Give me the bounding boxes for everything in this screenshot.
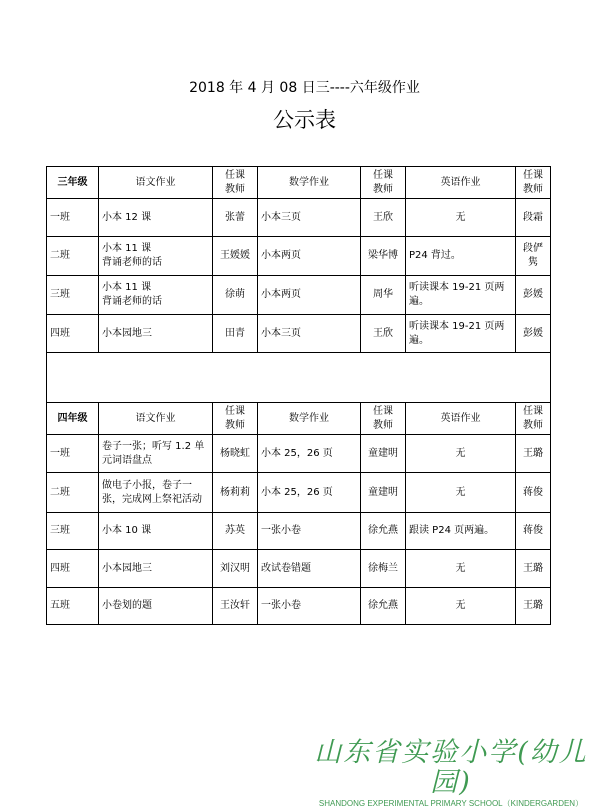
col-chinese: 语文作业 — [99, 167, 213, 199]
english-teacher-cell: 蒋俊 — [516, 513, 551, 550]
col-chinese: 语文作业 — [99, 403, 213, 435]
chinese-teacher-cell: 王汝轩 — [213, 588, 258, 625]
math-homework-cell: 小本三页 — [258, 315, 361, 353]
math-homework-cell: 小本 25，26 页 — [258, 473, 361, 513]
logo-english-text: SHANDONG EXPERIMENTAL PRIMARY SCHOOL（KINDERGARDEN） — [318, 799, 584, 808]
chinese-homework-cell: 小卷划的题 — [99, 588, 213, 625]
table-row — [47, 473, 551, 513]
math-homework-cell: 小本两页 — [258, 276, 361, 315]
english-teacher-cell: 段霜 — [516, 199, 551, 237]
english-homework-cell: 无 — [406, 435, 516, 473]
grade3-label: 三年级 — [47, 167, 99, 199]
chinese-homework-cell: 小本园地三 — [99, 315, 213, 353]
english-teacher-cell: 彭媛 — [516, 315, 551, 353]
logo-chinese-text: 山东省实验小学(幼儿园) — [314, 737, 588, 798]
chinese-teacher-cell: 杨莉莉 — [213, 473, 258, 513]
math-teacher-cell: 梁华博 — [361, 237, 406, 276]
col-math: 数学作业 — [258, 403, 361, 435]
table-row — [47, 276, 551, 315]
math-homework-cell: 小本两页 — [258, 237, 361, 276]
table-row — [47, 237, 551, 276]
table-row — [47, 435, 551, 473]
class-name-cell: 三班 — [47, 276, 99, 315]
grade3-section — [47, 167, 551, 353]
gap-row — [47, 353, 551, 403]
grade3-header-row — [47, 167, 551, 199]
english-teacher-cell: 段俨 隽 — [516, 237, 551, 276]
chinese-homework-cell: 小本 11 课 背诵老师的话 — [99, 237, 213, 276]
english-teacher-cell: 蒋俊 — [516, 473, 551, 513]
class-name-cell: 二班 — [47, 237, 99, 276]
homework-table — [46, 166, 551, 625]
col-teacher: 任课 教师 — [361, 403, 406, 435]
chinese-teacher-cell: 徐萌 — [213, 276, 258, 315]
english-homework-cell: 跟读 P24 页两遍。 — [406, 513, 516, 550]
chinese-homework-cell: 做电子小报，卷子一张，完成网上祭祀活动 — [99, 473, 213, 513]
chinese-teacher-cell: 田青 — [213, 315, 258, 353]
chinese-teacher-cell: 苏英 — [213, 513, 258, 550]
class-name-cell: 四班 — [47, 315, 99, 353]
document-title: 2018 年 4 月 08 日三----六年级作业 — [189, 80, 420, 96]
class-name-cell: 一班 — [47, 435, 99, 473]
chinese-teacher-cell: 张蕾 — [213, 199, 258, 237]
english-homework-cell: 无 — [406, 588, 516, 625]
grade-gap — [47, 353, 551, 403]
math-teacher-cell: 童建明 — [361, 435, 406, 473]
col-english: 英语作业 — [406, 403, 516, 435]
school-logo — [305, 738, 597, 810]
class-name-cell: 一班 — [47, 199, 99, 237]
chinese-teacher-cell: 刘汉明 — [213, 550, 258, 588]
table-row — [47, 315, 551, 353]
col-teacher: 任课 教师 — [213, 167, 258, 199]
grade4-label: 四年级 — [47, 403, 99, 435]
col-english: 英语作业 — [406, 167, 516, 199]
grade4-section — [47, 403, 551, 625]
math-homework-cell: 改试卷错题 — [258, 550, 361, 588]
table-row — [47, 199, 551, 237]
grade4-header-row — [47, 403, 551, 435]
class-name-cell: 三班 — [47, 513, 99, 550]
document-subtitle: 公示表 — [273, 108, 336, 132]
table-row — [47, 513, 551, 550]
chinese-homework-cell: 小本 10 课 — [99, 513, 213, 550]
math-homework-cell: 一张小卷 — [258, 588, 361, 625]
chinese-teacher-cell: 王媛媛 — [213, 237, 258, 276]
math-teacher-cell: 徐梅兰 — [361, 550, 406, 588]
english-homework-cell: 无 — [406, 550, 516, 588]
english-homework-cell: 听读课本 19-21 页两遍。 — [406, 276, 516, 315]
math-teacher-cell: 童建明 — [361, 473, 406, 513]
col-teacher: 任课 教师 — [516, 403, 551, 435]
col-teacher: 任课 教师 — [361, 167, 406, 199]
english-homework-cell: 听读课本 19-21 页两遍。 — [406, 315, 516, 353]
math-homework-cell: 一张小卷 — [258, 513, 361, 550]
math-teacher-cell: 周华 — [361, 276, 406, 315]
math-teacher-cell: 王欣 — [361, 199, 406, 237]
math-teacher-cell: 徐允燕 — [361, 588, 406, 625]
english-homework-cell: P24 背过。 — [406, 237, 516, 276]
english-teacher-cell: 王璐 — [516, 550, 551, 588]
col-math: 数学作业 — [258, 167, 361, 199]
english-homework-cell: 无 — [406, 473, 516, 513]
english-homework-cell: 无 — [406, 199, 516, 237]
english-teacher-cell: 王璐 — [516, 435, 551, 473]
math-teacher-cell: 徐允燕 — [361, 513, 406, 550]
class-name-cell: 二班 — [47, 473, 99, 513]
chinese-homework-cell: 小本园地三 — [99, 550, 213, 588]
col-teacher: 任课 教师 — [516, 167, 551, 199]
math-homework-cell: 小本三页 — [258, 199, 361, 237]
class-name-cell: 四班 — [47, 550, 99, 588]
chinese-homework-cell: 小本 11 课 背诵老师的话 — [99, 276, 213, 315]
math-teacher-cell: 王欣 — [361, 315, 406, 353]
class-name-cell: 五班 — [47, 588, 99, 625]
col-teacher: 任课 教师 — [213, 403, 258, 435]
english-teacher-cell: 彭媛 — [516, 276, 551, 315]
math-homework-cell: 小本 25，26 页 — [258, 435, 361, 473]
chinese-homework-cell: 小本 12 课 — [99, 199, 213, 237]
chinese-homework-cell: 卷子一张；听写 1.2 单元词语盘点 — [99, 435, 213, 473]
table-row — [47, 588, 551, 625]
english-teacher-cell: 王璐 — [516, 588, 551, 625]
chinese-teacher-cell: 杨晓虹 — [213, 435, 258, 473]
table-row — [47, 550, 551, 588]
